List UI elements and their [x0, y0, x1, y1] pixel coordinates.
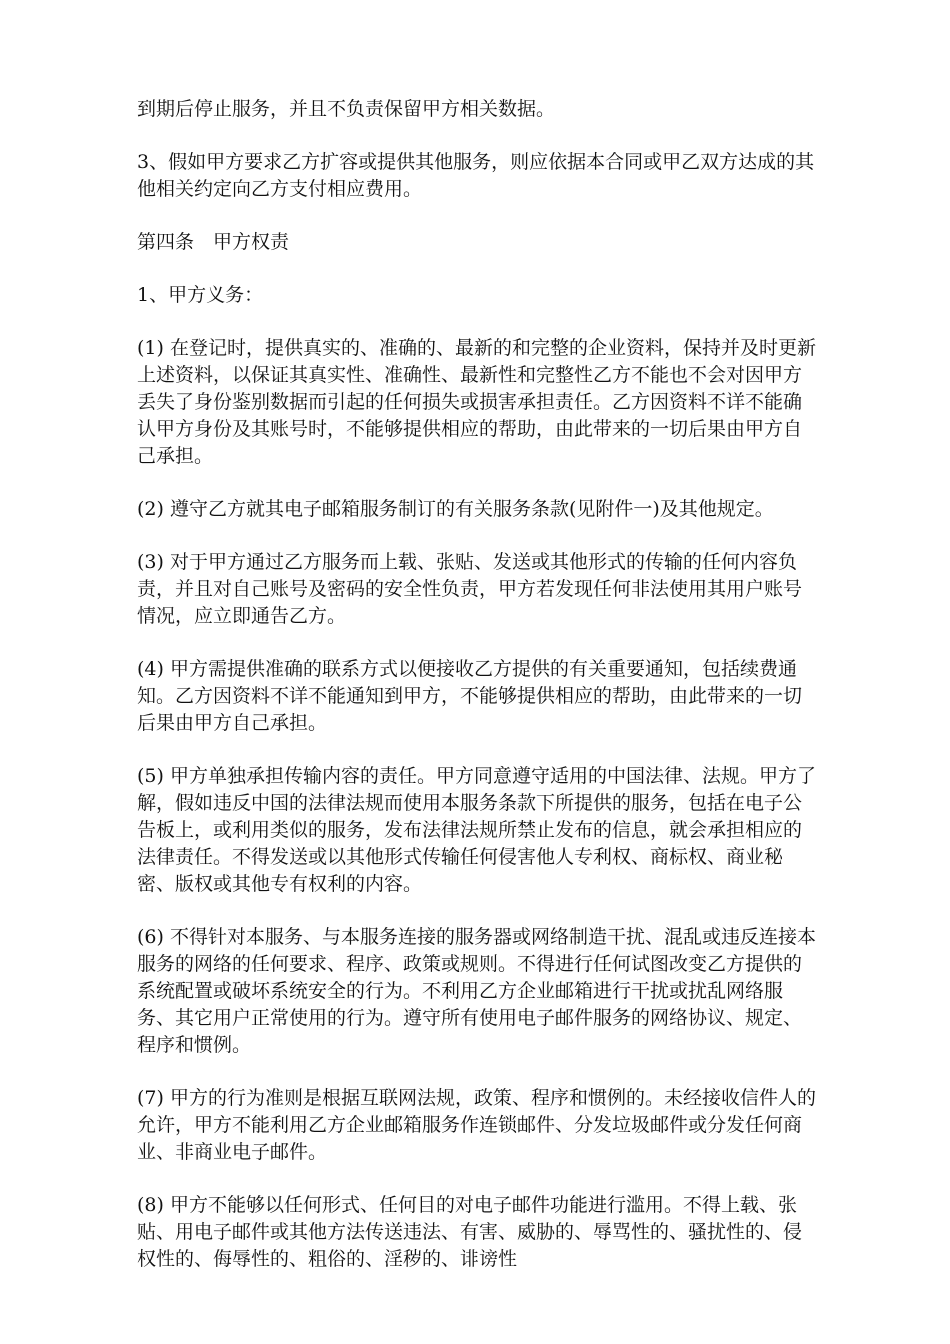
paragraph-service-expiry: 到期后停止服务，并且不负责保留甲方相关数据。 — [137, 98, 556, 120]
paragraph-item-8: (8) 甲方不能够以任何形式、任何目的对电子邮件功能进行滥用。不得上载、张贴、用电子邮件或其他方法传送违法、有害、威胁的、辱骂性的、骚扰性的、侵权性的、侮辱性的、粗俗的、淫秽的、诽谤性 — [137, 1194, 803, 1270]
paragraph-item-5: (5) 甲方单独承担传输内容的责任。甲方同意遵守适用的中国法律、法规。甲方了解，假如违反中国的法律法规而使用本服务条款下所提供的服务，包括在电子公告板上，或利用类似的服务，发布法律法规所禁止发布的信息，就会承担相应的法律责任。不得发送或以其他形式传输任何侵害他人专利权、商标权、商业秘密、版权或其他专有权利的内容。 — [137, 765, 816, 895]
paragraph-item-1: (1) 在登记时，提供真实的、准确的、最新的和完整的企业资料，保持并及时更新上述资料，以保证其真实性、准确性、最新性和完整性乙方不能也不会对因甲方丢失了身份鉴别数据而引起的任何损失或损害承担责任。乙方因资料不详不能确认甲方身份及其账号时，不能够提供相应的帮助，由此带来的一切后果由甲方自己承担。 — [137, 337, 816, 467]
paragraph-item-6: (6) 不得针对本服务、与本服务连接的服务器或网络制造干扰、混乱或违反连接本服务的网络的任何要求、程序、政策或规则。不得进行任何试图改变乙方提供的系统配置或破坏系统安全的行为。不利用乙方企业邮箱进行干扰或扰乱网络服务、其它用户正常使用的行为。遵守所有使用电子邮件服务的网络协议、规定、程序和惯例。 — [137, 926, 816, 1056]
paragraph-item-4: (4) 甲方需提供准确的联系方式以便接收乙方提供的有关重要通知，包括续费通知。乙方因资料不详不能通知到甲方，不能够提供相应的帮助，由此带来的一切后果由甲方自己承担。 — [137, 658, 803, 734]
paragraph-item-3: (3) 对于甲方通过乙方服务而上载、张贴、发送或其他形式的传输的任何内容负责，并且对自己账号及密码的安全性负责，甲方若发现任何非法使用其用户账号情况，应立即通告乙方。 — [137, 551, 803, 627]
paragraph-item-2: (2) 遵守乙方就其电子邮箱服务制订的有关服务条款(见附件一)及其他规定。 — [137, 498, 774, 520]
section-heading-article-4: 第四条 甲方权责 — [137, 231, 290, 253]
paragraph-clause-3: 3、假如甲方要求乙方扩容或提供其他服务，则应依据本合同或甲乙双方达成的其他相关约定向乙方支付相应费用。 — [137, 151, 815, 200]
paragraph-item-7: (7) 甲方的行为准则是根据互联网法规，政策、程序和惯例的。未经接收信件人的允许，甲方不能利用乙方企业邮箱服务作连锁邮件、分发垃圾邮件或分发任何商业、非商业电子邮件。 — [137, 1087, 816, 1163]
subheading-obligations: 1、甲方义务： — [137, 284, 264, 306]
